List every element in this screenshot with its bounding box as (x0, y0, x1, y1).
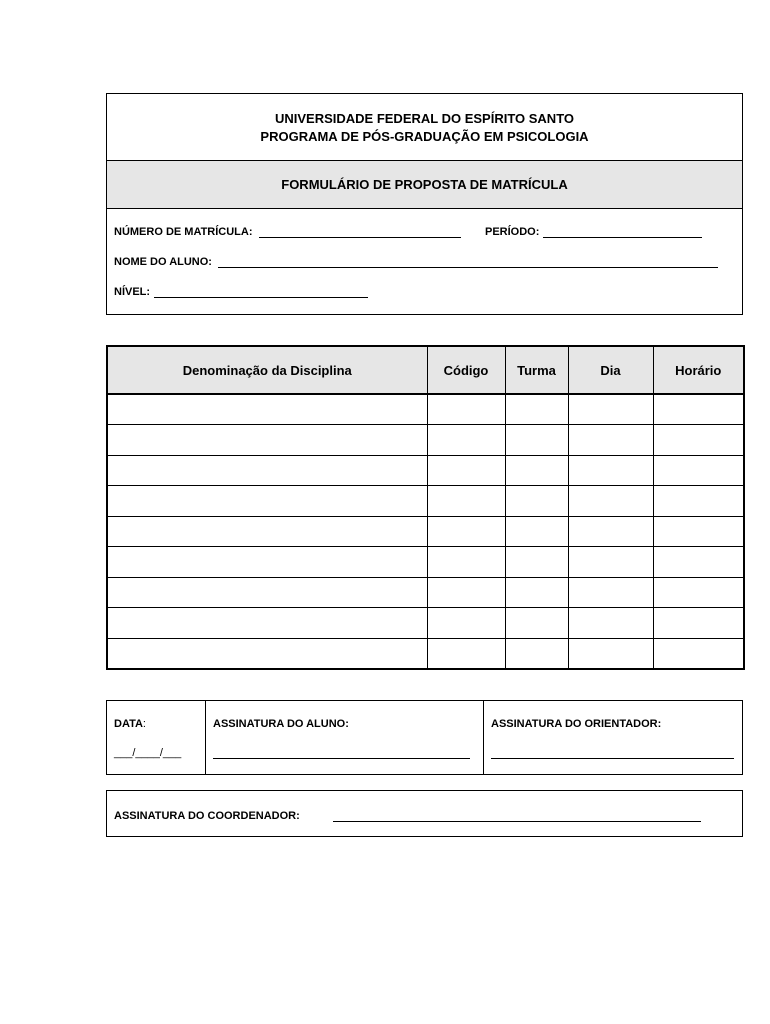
cell-codigo[interactable] (427, 425, 505, 456)
cell-codigo[interactable] (427, 638, 505, 669)
cell-dia[interactable] (568, 425, 653, 456)
date-column (107, 701, 206, 774)
cell-turma[interactable] (505, 425, 568, 456)
periodo-line[interactable] (543, 228, 702, 238)
nivel-line[interactable] (154, 288, 368, 298)
table-row (107, 577, 744, 608)
table-header-row (107, 346, 744, 394)
cell-horario[interactable] (653, 547, 744, 578)
coordenador-signature-line[interactable] (333, 811, 701, 822)
cell-horario[interactable] (653, 577, 744, 608)
cell-disciplina[interactable] (107, 547, 427, 578)
aluno-signature-column (206, 701, 484, 774)
institution-block (107, 94, 742, 161)
periodo-label: PERÍODO: (485, 226, 540, 238)
col-horario: Horário (653, 346, 744, 394)
cell-horario[interactable] (653, 486, 744, 517)
coordenador-signature-box (106, 790, 743, 837)
cell-codigo[interactable] (427, 455, 505, 486)
student-fields (107, 209, 742, 314)
cell-turma[interactable] (505, 638, 568, 669)
cell-horario[interactable] (653, 455, 744, 486)
cell-disciplina[interactable] (107, 638, 427, 669)
date-blank[interactable]: ___/____/___ (114, 747, 182, 759)
nivel-field[interactable] (114, 286, 368, 298)
table-row (107, 638, 744, 669)
cell-codigo[interactable] (427, 516, 505, 547)
form-title: FORMULÁRIO DE PROPOSTA DE MATRÍCULA (107, 161, 742, 209)
cell-dia[interactable] (568, 455, 653, 486)
col-dia: Dia (568, 346, 653, 394)
university-name: UNIVERSIDADE FEDERAL DO ESPÍRITO SANTO (274, 111, 575, 126)
date-label: DATA: (114, 718, 146, 730)
cell-dia[interactable] (568, 394, 653, 425)
aluno-signature-line[interactable] (213, 758, 470, 759)
cell-codigo[interactable] (427, 608, 505, 639)
cell-disciplina[interactable] (107, 394, 427, 425)
matricula-field[interactable] (114, 226, 461, 238)
col-disciplina: Denominação da Disciplina (107, 346, 427, 394)
cell-horario[interactable] (653, 638, 744, 669)
cell-turma[interactable] (505, 577, 568, 608)
cell-disciplina[interactable] (107, 486, 427, 517)
cell-disciplina[interactable] (107, 516, 427, 547)
aluno-signature-label: ASSINATURA DO ALUNO: (213, 718, 349, 730)
cell-dia[interactable] (568, 486, 653, 517)
orientador-signature-line[interactable] (491, 758, 734, 759)
form-header (106, 93, 743, 315)
cell-codigo[interactable] (427, 577, 505, 608)
col-turma: Turma (505, 346, 568, 394)
col-codigo: Código (427, 346, 505, 394)
table-row (107, 425, 744, 456)
matricula-line[interactable] (259, 228, 461, 238)
cell-turma[interactable] (505, 547, 568, 578)
cell-horario[interactable] (653, 608, 744, 639)
course-table (106, 345, 745, 670)
table-row (107, 608, 744, 639)
cell-disciplina[interactable] (107, 608, 427, 639)
nivel-label: NÍVEL: (114, 286, 151, 298)
table-row (107, 486, 744, 517)
cell-dia[interactable] (568, 608, 653, 639)
cell-turma[interactable] (505, 608, 568, 639)
cell-turma[interactable] (505, 455, 568, 486)
matricula-label: NÚMERO DE MATRÍCULA: (114, 226, 253, 238)
cell-dia[interactable] (568, 638, 653, 669)
table-row (107, 516, 744, 547)
cell-disciplina[interactable] (107, 577, 427, 608)
table-row (107, 547, 744, 578)
nome-label: NOME DO ALUNO: (114, 256, 212, 268)
orientador-signature-column (484, 701, 742, 774)
nome-line[interactable] (218, 258, 718, 268)
program-name: PROGRAMA DE PÓS-GRADUAÇÃO EM PSICOLOGIA (260, 129, 589, 144)
cell-codigo[interactable] (427, 394, 505, 425)
cell-turma[interactable] (505, 486, 568, 517)
cell-dia[interactable] (568, 577, 653, 608)
table-row (107, 394, 744, 425)
periodo-field[interactable] (485, 226, 702, 238)
signature-box (106, 700, 743, 775)
coordenador-signature-label: ASSINATURA DO COORDENADOR: (114, 810, 300, 822)
table-row (107, 455, 744, 486)
cell-disciplina[interactable] (107, 425, 427, 456)
cell-turma[interactable] (505, 394, 568, 425)
nome-field[interactable] (114, 256, 718, 268)
cell-codigo[interactable] (427, 547, 505, 578)
cell-disciplina[interactable] (107, 455, 427, 486)
cell-horario[interactable] (653, 516, 744, 547)
orientador-signature-label: ASSINATURA DO ORIENTADOR: (491, 718, 662, 730)
cell-horario[interactable] (653, 425, 744, 456)
cell-codigo[interactable] (427, 486, 505, 517)
cell-dia[interactable] (568, 516, 653, 547)
cell-dia[interactable] (568, 547, 653, 578)
cell-horario[interactable] (653, 394, 744, 425)
cell-turma[interactable] (505, 516, 568, 547)
